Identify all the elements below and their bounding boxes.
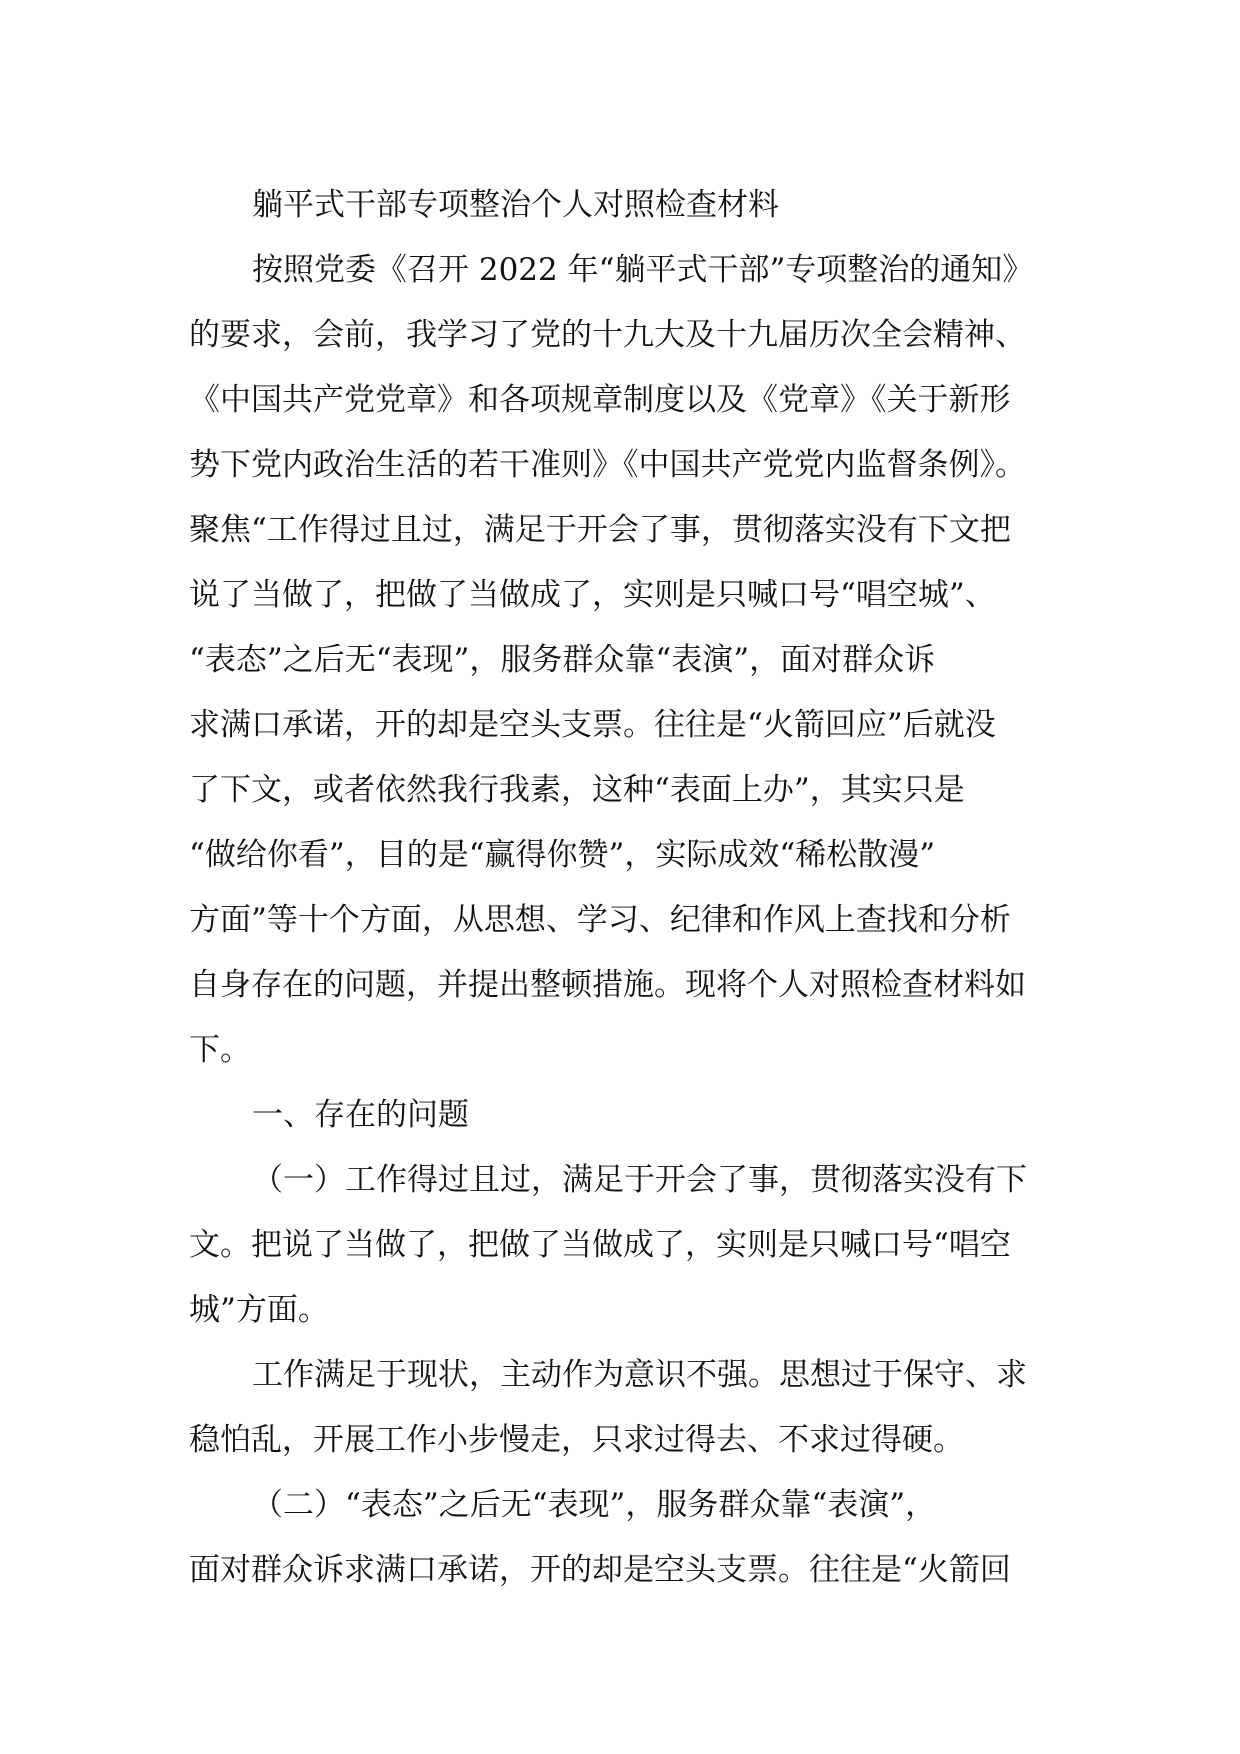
paragraph-line: 下。 — [189, 1032, 251, 1068]
paragraph-line: 按照党委《召开 2022 年“躺平式干部”专项整治的通知》 — [252, 252, 1034, 288]
paragraph-line: 自身存在的问题，并提出整顿措施。现将个人对照检查材料如 — [189, 967, 1026, 1003]
item-line: 面对群众诉求满口承诺，开的却是空头支票。往往是“火箭回 — [189, 1552, 1011, 1588]
paragraph-line: 聚焦“工作得过且过，满足于开会了事，贯彻落实没有下文把 — [189, 512, 1011, 548]
document-title: 躺平式干部专项整治个人对照检查材料 — [252, 187, 779, 223]
detail-line: 稳怕乱，开展工作小步慢走，只求过得去、不求过得硬。 — [189, 1422, 964, 1458]
paragraph-line: 势下党内政治生活的若干准则》《中国共产党党内监督条例》。 — [189, 447, 1026, 483]
paragraph-line: 说了当做了，把做了当做成了，实则是只喊口号“唱空城”、 — [189, 577, 996, 613]
paragraph-line: 的要求，会前，我学习了党的十九大及十九届历次全会精神、 — [189, 317, 1026, 353]
paragraph-line: 方面”等十个方面，从思想、学习、纪律和作风上查找和分析 — [189, 902, 1011, 938]
paragraph-line: “做给你看”，目的是“赢得你赞”，实际成效“稀松散漫” — [189, 837, 936, 873]
item-line: 文。把说了当做了，把做了当做成了，实则是只喊口号“唱空 — [189, 1227, 1011, 1263]
paragraph-line: 求满口承诺，开的却是空头支票。往往是“火箭回应”后就没 — [189, 707, 996, 743]
item-line: 城”方面。 — [189, 1292, 329, 1328]
item-line: （一）工作得过且过，满足于开会了事，贯彻落实没有下 — [252, 1162, 1027, 1198]
document-body — [189, 173, 1059, 1603]
paragraph-line: 了下文，或者依然我行我素，这种“表面上办”，其实只是 — [189, 772, 965, 808]
paragraph-line: “表态”之后无“表现”，服务群众靠“表演”，面对群众诉 — [189, 642, 936, 678]
item-line: （二）“表态”之后无“表现”，服务群众靠“表演”， — [252, 1487, 937, 1523]
detail-line: 工作满足于现状，主动作为意识不强。思想过于保守、求 — [252, 1357, 1027, 1393]
paragraph-line: 《中国共产党党章》和各项规章制度以及《党章》《关于新形 — [189, 382, 1011, 418]
section-heading: 一、存在的问题 — [252, 1097, 469, 1133]
